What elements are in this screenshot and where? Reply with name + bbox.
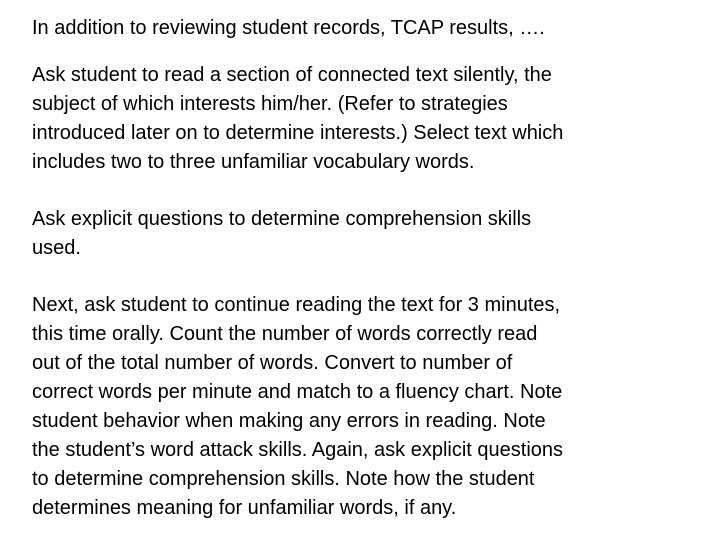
explicit-questions-paragraph: Ask explicit questions to determine comprehension skills used. bbox=[32, 208, 532, 259]
silent-reading-paragraph: Ask student to read a section of connected text silently, the subject of which interests him/her. (Refer to strategies introduced later on to determine interests.) Select text which includes two to three unfamiliar vocabulary words. bbox=[32, 64, 564, 173]
oral-reading-paragraph: Next, ask student to continue reading the text for 3 minutes, this time orally. Count the number of words correctly read out of the total number of words. Convert to number of correct words per minute and match to a fluency chart. Note student behavior when making any errors in reading. Note the student’s word attack skills. Again, ask explicit questions to determine comprehension skills. Note how the student determines meaning for unfamiliar words, if any. bbox=[32, 294, 564, 519]
intro-paragraph: In addition to reviewing student records, TCAP results, …. bbox=[32, 17, 545, 39]
slide-content bbox=[32, 14, 692, 523]
